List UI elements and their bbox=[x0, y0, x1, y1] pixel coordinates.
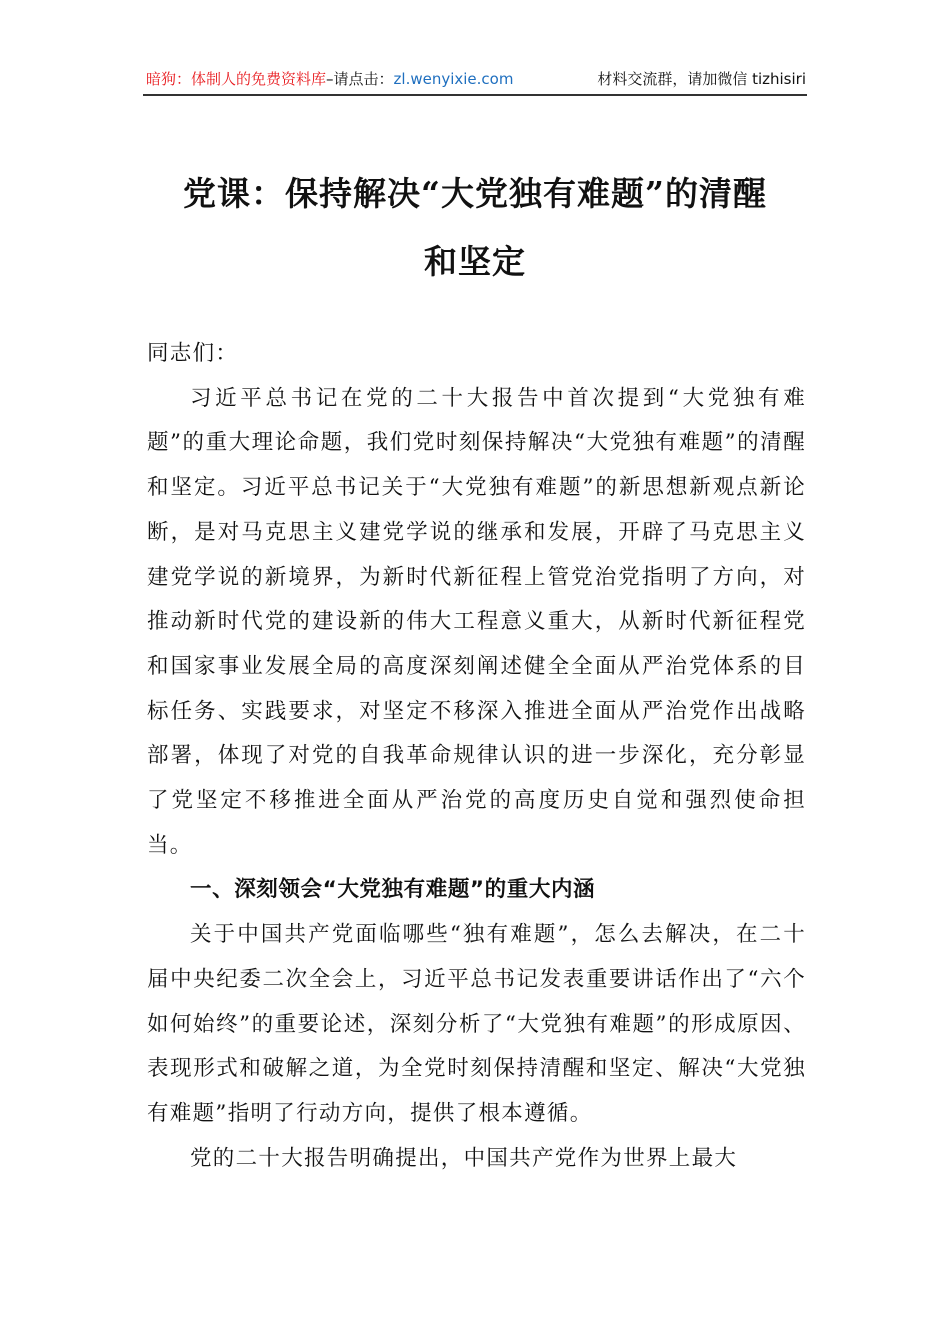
page-header bbox=[146, 68, 806, 92]
website-link[interactable]: zl.wenyixie.com bbox=[393, 70, 514, 88]
title-line: 和坚定 bbox=[424, 242, 526, 281]
section-heading: 一、深刻领会“大党独有难题”的重大内涵 bbox=[190, 877, 596, 903]
document-title bbox=[100, 160, 850, 296]
header-divider bbox=[143, 94, 807, 96]
paragraph: 党的二十大报告明确提出，中国共产党作为世界上最大 bbox=[190, 1145, 738, 1171]
wechat-group-text: 材料交流群，请加微信 tizhisiri bbox=[597, 70, 806, 88]
paragraph: 习近平总书记在党的二十大报告中首次提到“大党独有难题”的重大理论命题，我们党时刻保持解决“大党独有难题”的清醒和坚定。习近平总书记关于“大党独有难题”的新思想新观点新论断，是对马克思主义建党学说的继承和发展，开辟了马克思主义建党学说的新境界，为新时代新征程上管党治党指明了方向，对推动新时代党的建设新的伟大工程意义重大，从新时代新征程党和国家事业发展全局的高度深刻阐述健全全面从严治党体系的目标任务、实践要求，对坚定不移深入推进全面从严治党作出战略部署，体现了对党的自我革命规律认识的进一步深化，充分彰显了党坚定不移推进全面从严治党的高度历史自觉和强烈使命担当。 bbox=[147, 385, 806, 858]
salutation: 同志们： bbox=[147, 341, 239, 366]
title-line: 党课：保持解决“大党独有难题”的清醒 bbox=[183, 174, 767, 213]
brand-text: 暗狗：体制人的免费资料库 bbox=[146, 70, 327, 88]
click-prompt: –请点击： bbox=[326, 70, 394, 88]
document-body bbox=[147, 332, 806, 1181]
paragraph: 关于中国共产党面临哪些“独有难题”，怎么去解决，在二十届中央纪委二次全会上，习近平总书记发表重要讲话作出了“六个如何始终”的重要论述，深刻分析了“大党独有难题”的形成原因、表现形式和破解之道，为全党时刻保持清醒和坚定、解决“大党独有难题”指明了行动方向，提供了根本遵循。 bbox=[147, 922, 806, 1126]
